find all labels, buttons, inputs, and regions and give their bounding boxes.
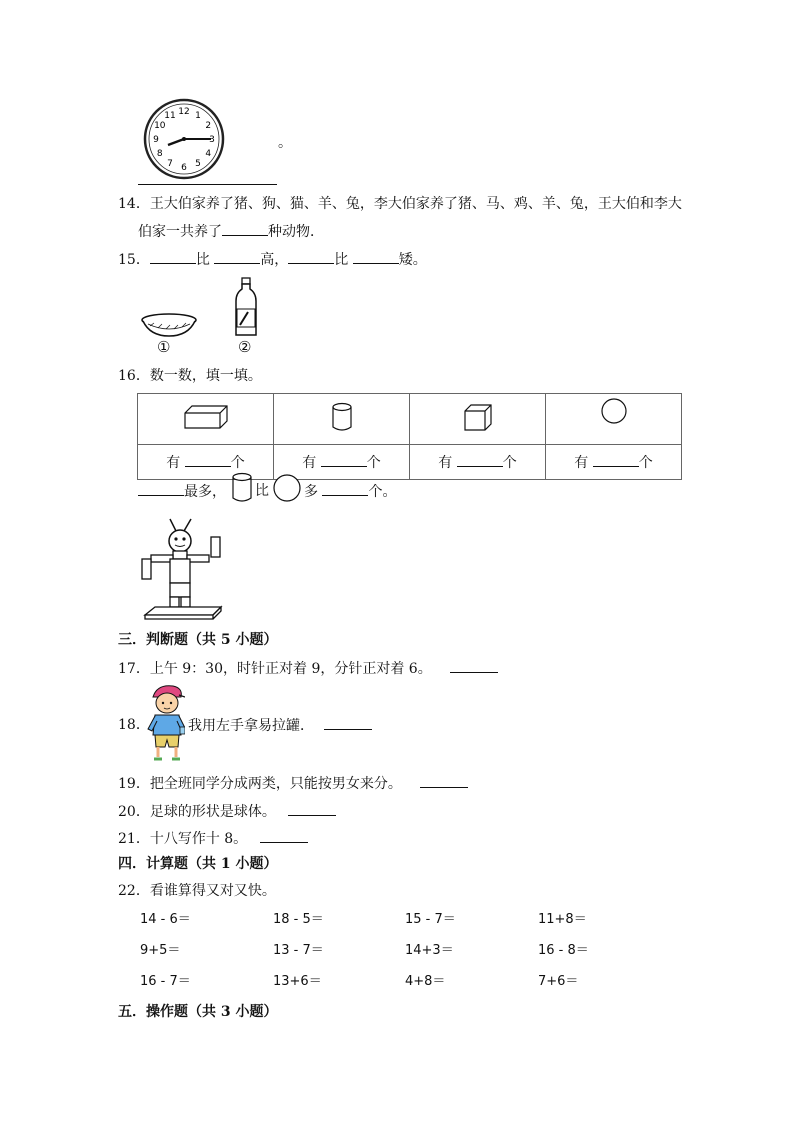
q17-blank[interactable]: [450, 658, 498, 673]
clock-number: 1: [195, 110, 201, 121]
clock-number: 6: [181, 163, 187, 173]
calc-item[interactable]: 7+6＝: [538, 974, 579, 989]
cuboid-icon: [182, 403, 230, 431]
cylinder-compare-icon: [231, 472, 253, 504]
sphere-count-blank[interactable]: [593, 452, 639, 467]
q13-period: 。: [278, 135, 292, 151]
cube-cell: [410, 394, 546, 445]
robot-image: [137, 515, 225, 621]
q21-blank[interactable]: [260, 828, 308, 843]
clock-number: 9: [153, 135, 159, 145]
q15-blank-4[interactable]: [353, 249, 399, 264]
cylinder-count-blank[interactable]: [321, 452, 367, 467]
q20-blank[interactable]: [288, 801, 336, 816]
q14-line1: 14．王大伯家养了猪、狗、猫、羊、兔，李大伯家养了猪、马、鸡、羊、兔，王大伯和李大: [118, 196, 682, 212]
calc-item[interactable]: 18 - 5＝: [273, 912, 324, 927]
bottle-label: ②: [238, 338, 252, 356]
difference-blank[interactable]: [322, 481, 368, 496]
q15-text: 15． 比 高， 比 矮。: [118, 249, 427, 270]
q21: 21．十八写作十 8。: [118, 828, 308, 849]
calc-item[interactable]: 15 - 7＝: [405, 912, 456, 927]
q19: 19．把全班同学分成两类，只能按男女来分。: [118, 773, 468, 794]
q15-blank-2[interactable]: [214, 249, 260, 264]
q20: 20．足球的形状是球体。: [118, 801, 336, 822]
clock-number: 8: [156, 149, 163, 159]
sphere-count: 有 个: [546, 445, 682, 480]
section4-title: 四．计算题（共 1 小题）: [118, 856, 278, 872]
clock-number: 4: [205, 149, 212, 159]
calc-item[interactable]: 14+3＝: [405, 943, 454, 958]
clock-number: 10: [154, 121, 166, 131]
q15-blank-3[interactable]: [288, 249, 334, 264]
sphere-compare-icon: [272, 474, 302, 502]
cylinder-cell: [274, 394, 410, 445]
calc-item[interactable]: 4+8＝: [405, 974, 446, 989]
sphere-icon: [600, 398, 628, 424]
calc-item[interactable]: 14 - 6＝: [140, 912, 191, 927]
calc-item[interactable]: 11+8＝: [538, 912, 587, 927]
bowl-image: [140, 312, 198, 338]
clock-number: 2: [205, 121, 212, 131]
q13-answer-line[interactable]: [138, 184, 277, 185]
count-table: [137, 393, 682, 480]
clock-number: 12: [178, 107, 190, 117]
q18-num: 18．: [118, 717, 150, 733]
child-image: [145, 683, 185, 763]
sphere-cell: [546, 394, 682, 445]
cube-icon: [462, 402, 494, 432]
calc-item[interactable]: 13 - 7＝: [273, 943, 324, 958]
q14-line2: 伯家一共养了 种动物．: [138, 221, 324, 242]
q16-title: 16．数一数，填一填。: [118, 368, 262, 384]
q14-blank[interactable]: [222, 221, 268, 236]
calc-item[interactable]: 16 - 7＝: [140, 974, 191, 989]
q18: 我用左手拿易拉罐．: [188, 715, 372, 736]
cuboid-count: 有 个: [138, 445, 274, 480]
cylinder-icon: [331, 402, 353, 432]
clock-number: 11: [164, 110, 176, 121]
bowl-label: ①: [157, 338, 171, 356]
calc-item[interactable]: 9+5＝: [140, 943, 181, 958]
q16-compare: 最多，: [138, 481, 226, 502]
cube-count: 有 个: [410, 445, 546, 480]
cuboid-cell: [138, 394, 274, 445]
clock-number: 7: [167, 159, 173, 170]
clock-number: 3: [209, 135, 215, 145]
calc-item[interactable]: 13+6＝: [273, 974, 322, 989]
cube-count-blank[interactable]: [457, 452, 503, 467]
section5-title: 五．操作题（共 3 小题）: [118, 1004, 278, 1020]
q16-bi: 比: [255, 483, 269, 499]
q15-blank-1[interactable]: [150, 249, 196, 264]
bottle-image: [232, 277, 260, 339]
q16-tail: 多 个。: [304, 481, 396, 502]
calc-item[interactable]: 16 - 8＝: [538, 943, 589, 958]
cuboid-count-blank[interactable]: [185, 452, 231, 467]
q19-blank[interactable]: [420, 773, 468, 788]
cylinder-count: 有 个: [274, 445, 410, 480]
section3-title: 三．判断题（共 5 小题）: [118, 632, 278, 648]
most-blank[interactable]: [138, 481, 184, 496]
q17: 17．上午 9：30，时针正对着 9，分针正对着 6。: [118, 658, 498, 679]
clock-number: 5: [195, 159, 201, 170]
q18-blank[interactable]: [324, 715, 372, 730]
q22-title: 22．看谁算得又对又快。: [118, 883, 276, 899]
clock-image: [138, 98, 230, 180]
